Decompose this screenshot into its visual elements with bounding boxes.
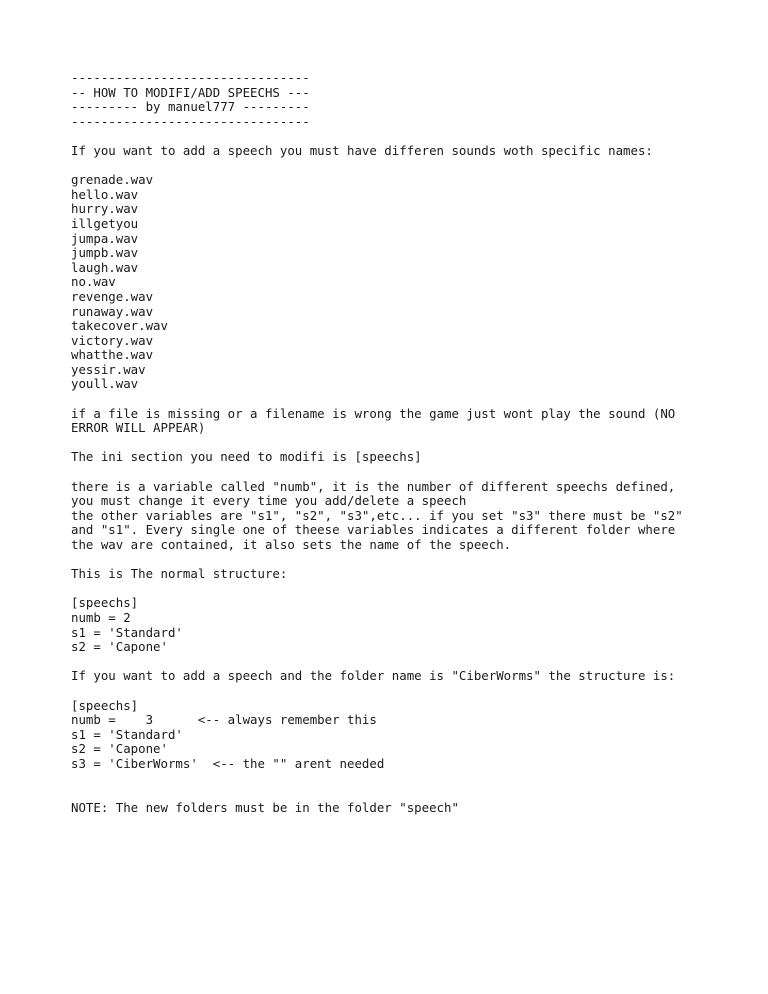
file-item: runaway.wav — [71, 303, 154, 319]
paragraph-line: you must change it every time you add/delete a speech — [71, 493, 467, 509]
code-line: s1 = 'Standard' — [71, 726, 183, 742]
code-line: numb = 2 — [71, 609, 131, 625]
file-item: takecover.wav — [71, 318, 168, 334]
intro-paragraph: If you want to add a speech you must have differen sounds woth specific names: — [71, 142, 653, 158]
paragraph-line: the wav are contained, it also sets the name of the speech. — [71, 537, 512, 552]
paragraph-line: if a file is missing or a filename is wrong the game just wont play the sound (NO — [71, 405, 676, 421]
code-line: s2 = 'Capone' — [71, 741, 168, 757]
author-line: --------- by manuel777 --------- — [71, 99, 310, 115]
code-line: s2 = 'Capone' — [71, 639, 168, 655]
add-structure-heading: If you want to add a speech and the folder name is "CiberWorms" the structure is: — [71, 668, 676, 684]
file-item: whatthe.wav — [71, 347, 154, 363]
file-list — [71, 173, 711, 392]
ini-section-paragraph: The ini section you need to modifi is [speechs] — [71, 449, 422, 465]
file-item: hello.wav — [71, 186, 139, 202]
paragraph-line: ERROR WILL APPEAR) — [71, 420, 206, 436]
document-header — [71, 71, 711, 129]
paragraph-line: there is a variable called "numb", it is the number of different speechs defined, — [71, 478, 676, 494]
file-item: youll.wav — [71, 376, 139, 392]
add-structure-block — [71, 699, 711, 772]
file-item: grenade.wav — [71, 172, 154, 188]
final-note: NOTE: The new folders must be in the folder "speech" — [71, 799, 459, 815]
code-line: [speechs] — [71, 595, 139, 611]
file-item: victory.wav — [71, 332, 154, 348]
file-item: illgetyou — [71, 215, 139, 231]
title-line: -- HOW TO MODIFI/ADD SPEECHS --- — [71, 84, 310, 100]
document — [71, 71, 711, 815]
file-item: hurry.wav — [71, 201, 139, 217]
header-line: -------------------------------- — [71, 70, 310, 85]
code-line: s3 = 'CiberWorms' <-- the "" arent needed — [71, 755, 385, 771]
variables-paragraph — [71, 480, 711, 553]
header-line: -------------------------------- — [71, 113, 310, 129]
code-line: [speechs] — [71, 697, 139, 713]
code-line: numb = 3 <-- always remember this — [71, 712, 377, 728]
normal-structure-block — [71, 596, 711, 654]
file-item: no.wav — [71, 274, 116, 290]
paragraph-line: and "s1". Every single one of theese variables indicates a different folder where — [71, 522, 676, 538]
file-item: yessir.wav — [71, 361, 146, 377]
paragraph-line: the other variables are "s1", "s2", "s3",etc... if you set "s3" there must be "s2" — [71, 507, 683, 523]
code-line: s1 = 'Standard' — [71, 624, 183, 640]
file-item: jumpa.wav — [71, 230, 139, 246]
file-item: laugh.wav — [71, 259, 139, 275]
file-item: revenge.wav — [71, 288, 154, 304]
missing-file-note — [71, 407, 711, 436]
file-item: jumpb.wav — [71, 245, 139, 261]
normal-structure-heading: This is The normal structure: — [71, 566, 288, 582]
